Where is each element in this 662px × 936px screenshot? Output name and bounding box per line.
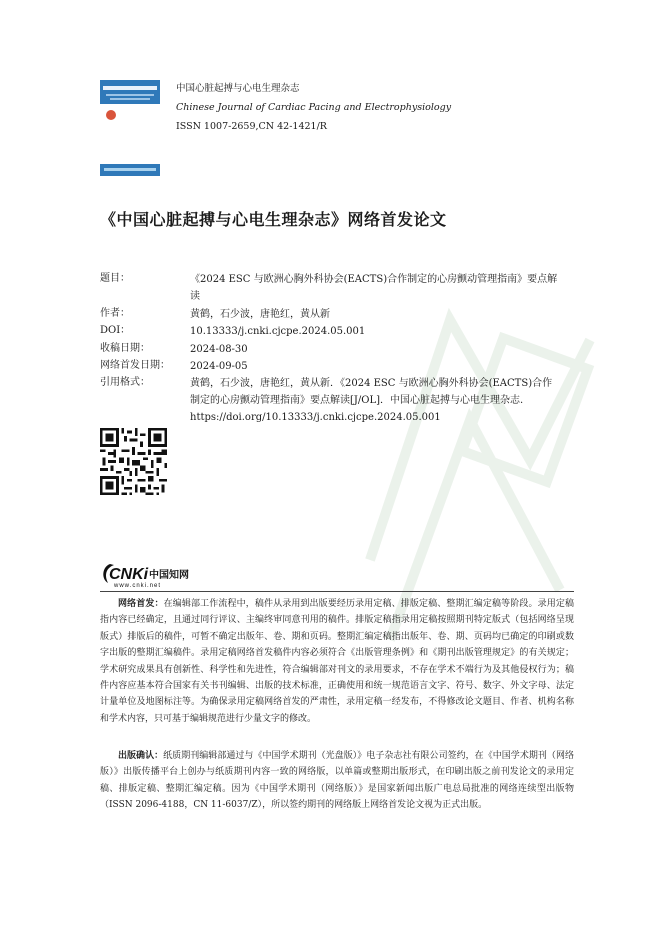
received-label: 收稿日期： [100,343,150,354]
online-date: 2024-09-05 [190,361,248,372]
doi-label: DOI： [100,325,131,336]
online-date-label: 网络首发日期： [100,360,170,371]
title-label: 题目： [100,273,130,284]
citation-text: 黄鹤，石少波，唐艳红，黄从新．《2024 ESC 与欧洲心胸外科协会(EACTS)合作制定的心房颤动管理指南》要点解读[J/OL]．中国心脏起搏与心电生理杂志. https://doi.org/10.13333/j.cnki.cjcpe.2024.05.001 [190,378,553,423]
article-title: 《2024 ESC 与欧洲心胸外科协会(EACTS)合作制定的心房颤动管理指南》要点解读 [190,274,558,302]
journal-name-cn: 中国心脏起搏与心电生理杂志 [176,83,300,94]
publication-confirmation-body: 纸质期刊编辑部通过与《中国学术期刊（光盘版）》电子杂志社有限公司签约，在《中国学术期刊（网络版）》出版传播平台上创办与纸质期刊内容一致的网络版，以单篇或整期出版形式，在印刷出版之前刊发论文的录用定稿、排版定稿、整期汇编定稿。因为《中国学术期刊（网络版）》是国家新闻出版广电总局批准的网络连续型出版物（ISSN 2096-4188，CN 11-6037/Z），所以签约期刊的网络版上网络首发论文视为正式出版。 [100,751,574,811]
journal-issn: ISSN 1007-2659,CN 42-1421/R [176,121,327,132]
citation-label: 引用格式： [100,377,150,388]
online-first-body: 在编辑部工作流程中，稿件从录用到出版要经历录用定稿、排版定稿、整期汇编定稿等阶段。录用定稿指内容已经确定，且通过同行评议、主编终审同意刊用的稿件。排版定稿指录用定稿按照期刊特定版式（包括网络呈现版式）排版后的稿件，可暂不确定出版年、卷、期和页码。整期汇编定稿指出版年、卷、期、页码均已确定的印刷或数字出版的整期汇编稿件。录用定稿网络首发稿件内容必须符合《出版管理条例》和《期刊出版管理规定》的有关规定；学术研究成果具有创新性、科学性和先进性，符合编辑部对刊文的录用要求，不存在学术不端行为及其他侵权行为；稿件内容应基本符合国家有关书刊编辑、出版的技术标准，正确使用和统一规范语言文字、符号、数字、外文字母、法定计量单位及地图标注等。为确保录用定稿网络首发的严肃性，录用定稿一经发布，不得修改论文题目、作者、机构名称和学术内容，只可基于编辑规范进行少量文字的修改。 [100,599,574,724]
received-date: 2024-08-30 [190,344,248,355]
cnki-logo [100,561,196,589]
publication-confirmation-lead: 出版确认： [118,751,164,761]
cnki-logo-cn: 中国知网 [149,570,189,581]
cnki-logo-text: CNKi [109,566,149,583]
qr-code [100,428,167,495]
cnki-logo-url: www.cnki.net [114,583,162,589]
publication-confirmation-note [100,748,574,814]
article-doi[interactable]: 10.13333/j.cnki.cjcpe.2024.05.001 [190,326,366,337]
online-first-lead: 网络首发： [118,599,164,609]
page-title: 《中国心脏起搏与心电生理杂志》网络首发论文 [100,210,447,229]
divider [100,591,574,592]
article-authors: 黄鹤，石少波，唐艳红，黄从新 [190,309,330,320]
journal-name-en: Chinese Journal of Cardiac Pacing and Electrophysiology [176,102,452,113]
author-label: 作者： [100,308,130,319]
online-first-note [100,596,574,727]
journal-cover-thumbnail [100,80,160,176]
